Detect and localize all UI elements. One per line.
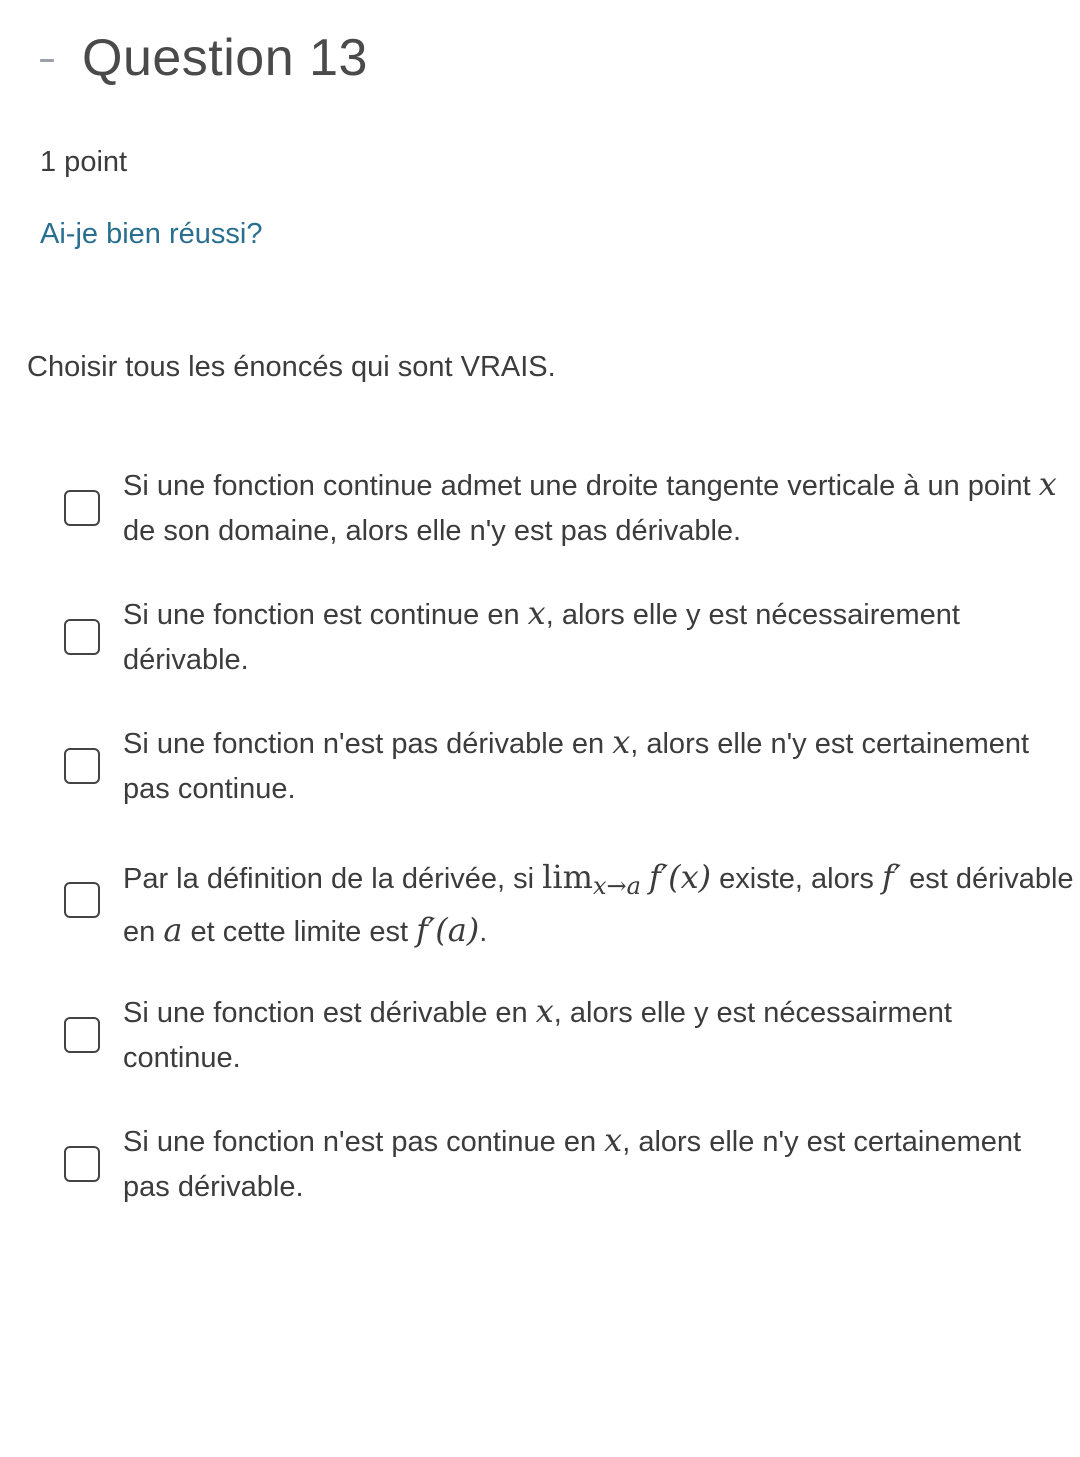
math-expression: f′: [881, 858, 902, 896]
math-variable: x: [604, 1121, 623, 1159]
option-text-part: Si une fonction continue admet une droite tangente verticale à un point: [123, 470, 1039, 502]
checkbox[interactable]: [64, 748, 100, 784]
math-expression: f′(a): [416, 911, 480, 949]
option-text-part: et cette limite est: [182, 916, 417, 948]
checkbox[interactable]: [64, 882, 100, 918]
option-text-part: , alors elle n'y est certainement pas continue.: [123, 728, 1030, 805]
math-lim: lim: [542, 858, 593, 896]
checkbox[interactable]: [64, 619, 100, 655]
option-text-part: est dérivable en: [123, 863, 1074, 948]
option-text: [123, 591, 1073, 683]
option-text: [123, 1118, 1073, 1210]
checkbox[interactable]: [64, 1017, 100, 1053]
option-text-part: Si une fonction est dérivable en: [123, 997, 536, 1029]
option-text-part: , alors elle n'y est certainement pas dérivable.: [123, 1126, 1022, 1203]
option-text: [123, 852, 1078, 957]
check-answer-link[interactable]: Ai-je bien réussi?: [40, 218, 263, 250]
option-text: [123, 462, 1073, 554]
math-subscript: x→a: [592, 872, 641, 900]
question-instruction: Choisir tous les énoncés qui sont VRAIS.: [27, 351, 556, 383]
option-text-part: , alors elle y est nécessairement dérivable.: [123, 599, 960, 676]
option-text-part: Si une fonction n'est pas dérivable en: [123, 728, 613, 760]
points-label: 1 point: [40, 146, 128, 178]
option-text-part: .: [479, 916, 488, 948]
math-variable: x: [612, 723, 631, 761]
collapse-toggle-icon[interactable]: [40, 59, 54, 62]
checkbox[interactable]: [64, 490, 100, 526]
option-text-part: Si une fonction est continue en: [123, 599, 528, 631]
math-variable: x: [1038, 465, 1057, 503]
math-variable: x: [527, 594, 546, 632]
option-text-part: existe, alors: [711, 863, 882, 895]
option-text-part: Si une fonction n'est pas continue en: [123, 1126, 605, 1158]
page-title: Question 13: [82, 29, 368, 87]
checkbox[interactable]: [64, 1146, 100, 1182]
option-text-part: , alors elle y est nécessairment continue.: [123, 997, 952, 1074]
question-header: [40, 28, 368, 88]
math-variable: x: [535, 992, 554, 1030]
math-expression: f′(x): [648, 858, 712, 896]
option-text-part: Par la définition de la dérivée, si: [123, 863, 543, 895]
option-text-part: de son domaine, alors elle n'y est pas dérivable.: [123, 515, 742, 547]
math-variable: a: [163, 911, 183, 949]
option-text: [123, 720, 1073, 812]
option-text: [123, 989, 1073, 1081]
